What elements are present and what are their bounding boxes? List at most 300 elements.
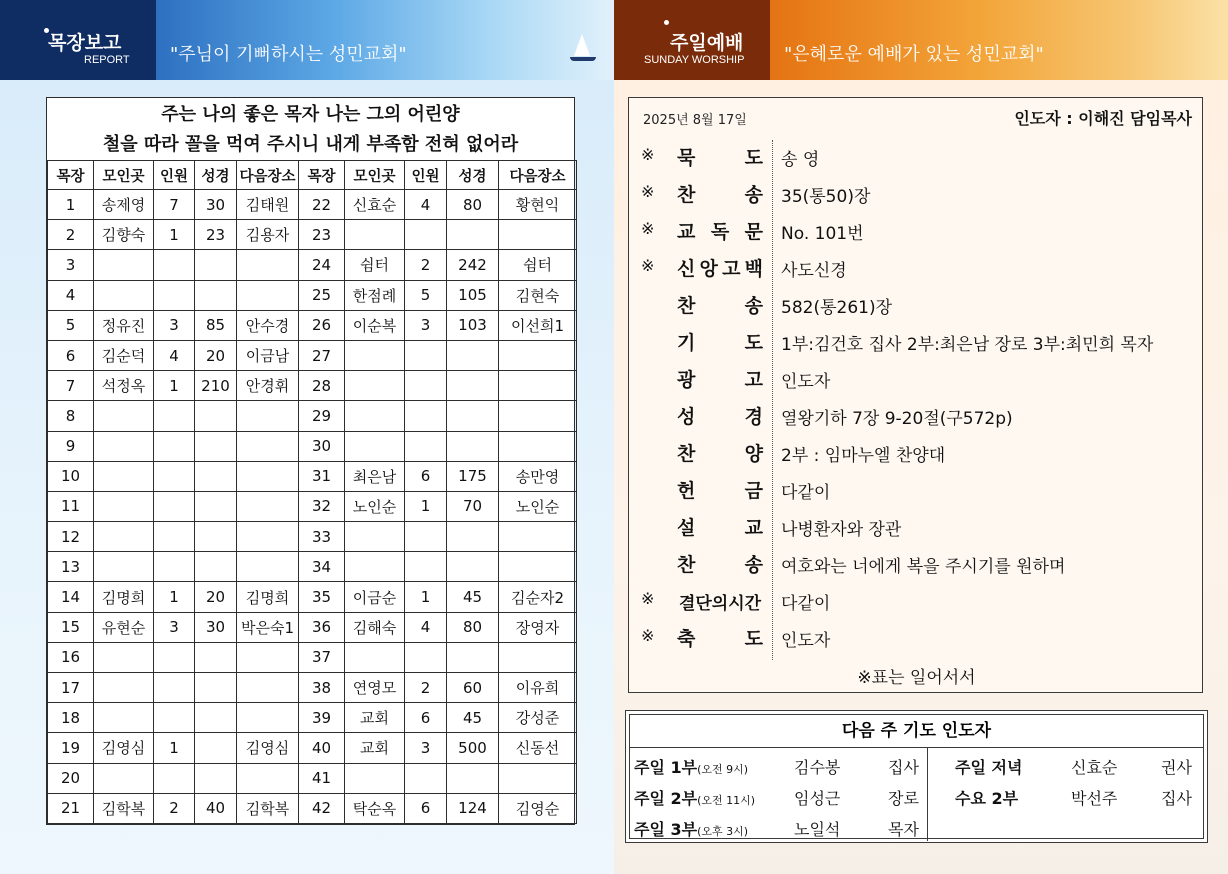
report-title: 목장보고 <box>48 32 122 54</box>
prayer-leaders-inner <box>629 714 1204 839</box>
table-cell: 41 <box>299 763 345 793</box>
order-item <box>629 290 1204 320</box>
table-row <box>48 280 577 310</box>
psalm-line-1: 주는 나의 좋은 목자 나는 그의 어린양 <box>161 104 460 125</box>
table-cell: 4 <box>154 340 195 370</box>
table-cell <box>345 371 405 401</box>
table-cell <box>154 642 195 672</box>
table-cell: 1 <box>154 371 195 401</box>
table-cell <box>237 522 299 552</box>
table-cell <box>154 401 195 431</box>
table-cell <box>94 280 154 310</box>
table-cell <box>447 552 499 582</box>
prayer-service: 주일 저녁 <box>955 758 1023 777</box>
table-cell <box>237 703 299 733</box>
table-cell <box>499 763 577 793</box>
table-cell <box>195 733 237 763</box>
order-label: 결단의시간 <box>678 594 762 614</box>
table-cell: 175 <box>447 461 499 491</box>
prayer-service: 주일 3부(오후 3시) <box>634 820 749 839</box>
table-cell <box>447 642 499 672</box>
table-row <box>48 461 577 491</box>
table-row <box>48 491 577 521</box>
table-cell: 김영순 <box>499 793 577 823</box>
table-cell: 37 <box>299 642 345 672</box>
worship-leader: 인도자 : 이해진 담임목사 <box>1014 109 1192 128</box>
table-cell: 20 <box>195 582 237 612</box>
table-cell: 1 <box>154 733 195 763</box>
table-row <box>48 793 577 823</box>
order-label: 헌 금 <box>677 480 763 502</box>
order-item <box>629 549 1204 579</box>
order-value: 송 영 <box>781 150 820 170</box>
table-cell: 8 <box>48 401 94 431</box>
table-cell: 교회 <box>345 733 405 763</box>
psalm-text <box>47 98 574 160</box>
order-item <box>629 216 1204 246</box>
order-item <box>629 401 1204 431</box>
table-cell: 정유진 <box>94 310 154 340</box>
table-cell: 1 <box>154 582 195 612</box>
table-cell: 4 <box>48 280 94 310</box>
table-cell: 31 <box>299 461 345 491</box>
table-cell <box>345 552 405 582</box>
table-cell: 103 <box>447 310 499 340</box>
table-cell: 쉼터 <box>499 250 577 280</box>
table-cell: 210 <box>195 371 237 401</box>
table-cell: 40 <box>195 793 237 823</box>
worship-order-box <box>628 97 1203 693</box>
prayer-role: 목자 <box>888 820 919 839</box>
table-cell <box>237 673 299 703</box>
table-cell: 7 <box>48 371 94 401</box>
table-cell <box>345 522 405 552</box>
prayer-name: 신효순 <box>1071 758 1118 777</box>
table-cell <box>405 522 447 552</box>
table-cell <box>154 250 195 280</box>
table-cell <box>94 703 154 733</box>
table-cell: 38 <box>299 673 345 703</box>
table-cell: 김태원 <box>237 190 299 220</box>
table-cell <box>447 340 499 370</box>
order-item <box>629 364 1204 394</box>
order-label: 기 도 <box>677 332 763 354</box>
table-row <box>48 582 577 612</box>
table-cell: 3 <box>405 733 447 763</box>
table-cell: 500 <box>447 733 499 763</box>
table-cell <box>94 552 154 582</box>
table-cell <box>94 250 154 280</box>
table-cell: 김해숙 <box>345 612 405 642</box>
table-cell: 21 <box>48 793 94 823</box>
order-value: 다같이 <box>781 483 831 503</box>
table-cell <box>195 491 237 521</box>
order-label: 축 도 <box>677 628 763 650</box>
table-header-cell: 다음장소 <box>237 161 299 190</box>
table-cell: 이선희1 <box>499 310 577 340</box>
report-header <box>0 0 614 80</box>
table-cell: 9 <box>48 431 94 461</box>
table-cell: 27 <box>299 340 345 370</box>
table-row <box>48 642 577 672</box>
order-value: 582(통261)장 <box>781 298 893 318</box>
table-cell: 32 <box>299 491 345 521</box>
table-cell <box>237 401 299 431</box>
table-row <box>48 310 577 340</box>
table-cell: 안경휘 <box>237 371 299 401</box>
table-cell <box>237 461 299 491</box>
table-cell: 105 <box>447 280 499 310</box>
table-cell: 12 <box>48 522 94 552</box>
order-item <box>629 623 1204 653</box>
prayer-role: 장로 <box>888 789 919 808</box>
order-item <box>629 179 1204 209</box>
order-value: 사도신경 <box>781 261 847 281</box>
table-cell <box>447 763 499 793</box>
badge-dot-icon <box>664 20 669 25</box>
table-cell <box>94 431 154 461</box>
table-cell: 45 <box>447 703 499 733</box>
table-cell: 이금남 <box>237 340 299 370</box>
table-cell: 노인순 <box>499 491 577 521</box>
table-cell: 6 <box>405 703 447 733</box>
table-cell <box>237 763 299 793</box>
table-cell <box>195 401 237 431</box>
table-cell: 26 <box>299 310 345 340</box>
table-cell <box>405 552 447 582</box>
order-value: 다같이 <box>781 594 831 614</box>
table-cell <box>447 371 499 401</box>
order-value: 35(통50)장 <box>781 187 871 207</box>
table-cell <box>94 461 154 491</box>
table-cell: 1 <box>405 491 447 521</box>
table-cell <box>405 431 447 461</box>
table-cell <box>345 763 405 793</box>
table-cell <box>94 642 154 672</box>
order-label: 찬 송 <box>677 184 763 206</box>
table-cell: 23 <box>195 220 237 250</box>
table-cell <box>405 401 447 431</box>
table-cell <box>195 461 237 491</box>
table-cell: 124 <box>447 793 499 823</box>
order-value: 인도자 <box>781 631 831 651</box>
table-cell: 70 <box>447 491 499 521</box>
table-cell: 이금순 <box>345 582 405 612</box>
order-item <box>629 253 1204 283</box>
stand-mark: ※ <box>641 182 655 201</box>
table-cell: 강성준 <box>499 703 577 733</box>
sailboat-icon <box>574 34 590 56</box>
table-cell: 송만영 <box>499 461 577 491</box>
order-label: 광 고 <box>677 369 763 391</box>
table-cell: 242 <box>447 250 499 280</box>
table-cell: 30 <box>195 190 237 220</box>
table-cell <box>499 522 577 552</box>
order-label: 교 독 문 <box>677 221 763 243</box>
order-value: No. 101번 <box>781 224 864 244</box>
prayer-title: 다음 주 기도 인도자 <box>630 715 1203 748</box>
table-cell: 3 <box>154 612 195 642</box>
table-cell <box>237 491 299 521</box>
table-row <box>48 552 577 582</box>
stand-mark: ※ <box>641 589 655 608</box>
prayer-name: 김수봉 <box>794 758 841 777</box>
table-cell: 10 <box>48 461 94 491</box>
order-label: 묵 도 <box>677 147 763 169</box>
table-cell: 연영모 <box>345 673 405 703</box>
order-value: 인도자 <box>781 372 831 392</box>
table-cell: 2 <box>405 673 447 703</box>
table-cell: 3 <box>405 310 447 340</box>
table-cell: 3 <box>48 250 94 280</box>
table-cell: 17 <box>48 673 94 703</box>
table-cell <box>237 431 299 461</box>
order-label: 성 경 <box>677 406 763 428</box>
order-item <box>629 586 1204 616</box>
table-cell <box>447 220 499 250</box>
table-cell: 김순자2 <box>499 582 577 612</box>
table-cell: 최은남 <box>345 461 405 491</box>
table-header-cell: 목장 <box>48 161 94 190</box>
table-cell <box>345 401 405 431</box>
table-cell: 김영심 <box>237 733 299 763</box>
table-cell: 80 <box>447 612 499 642</box>
table-cell: 18 <box>48 703 94 733</box>
table-cell <box>345 220 405 250</box>
table-cell: 29 <box>299 401 345 431</box>
table-row <box>48 522 577 552</box>
table-header-cell: 인원 <box>154 161 195 190</box>
table-cell: 장영자 <box>499 612 577 642</box>
order-label: 찬 송 <box>677 295 763 317</box>
table-cell: 22 <box>299 190 345 220</box>
worship-title: 주일예배 <box>670 32 744 54</box>
table-cell: 6 <box>48 340 94 370</box>
table-cell <box>499 642 577 672</box>
table-cell: 40 <box>299 733 345 763</box>
table-cell: 김명희 <box>94 582 154 612</box>
table-header-cell: 모인곳 <box>94 161 154 190</box>
table-cell: 23 <box>299 220 345 250</box>
table-cell: 이유희 <box>499 673 577 703</box>
table-cell <box>499 431 577 461</box>
prayer-role: 권사 <box>1161 758 1192 777</box>
table-row <box>48 371 577 401</box>
table-cell: 1 <box>48 190 94 220</box>
table-cell: 석정옥 <box>94 371 154 401</box>
table-row <box>48 703 577 733</box>
table-cell: 36 <box>299 612 345 642</box>
table-cell: 노인순 <box>345 491 405 521</box>
table-cell <box>94 673 154 703</box>
table-cell <box>499 552 577 582</box>
table-cell: 김영심 <box>94 733 154 763</box>
table-cell: 송제영 <box>94 190 154 220</box>
order-value: 나병환자와 장관 <box>781 520 902 540</box>
table-cell <box>195 673 237 703</box>
table-cell <box>195 703 237 733</box>
table-cell <box>237 280 299 310</box>
table-cell <box>195 522 237 552</box>
table-cell: 교회 <box>345 703 405 733</box>
table-cell: 이순복 <box>345 310 405 340</box>
table-cell <box>154 522 195 552</box>
table-cell: 5 <box>405 280 447 310</box>
order-label: 찬 양 <box>677 443 763 465</box>
order-item <box>629 327 1204 357</box>
table-cell: 60 <box>447 673 499 703</box>
prayer-name: 노일석 <box>794 820 841 839</box>
table-cell <box>154 552 195 582</box>
table-header-row <box>48 161 577 190</box>
table-cell: 35 <box>299 582 345 612</box>
order-item <box>629 475 1204 505</box>
group-report-table <box>47 160 577 824</box>
table-row <box>48 220 577 250</box>
group-report-box <box>46 97 575 825</box>
table-header-cell: 성경 <box>195 161 237 190</box>
table-cell <box>237 642 299 672</box>
table-cell <box>94 763 154 793</box>
table-cell: 80 <box>447 190 499 220</box>
table-row <box>48 401 577 431</box>
table-cell <box>154 461 195 491</box>
prayer-service: 수요 2부 <box>955 789 1019 808</box>
worship-slogan: "은혜로운 예배가 있는 성민교회" <box>784 44 1044 65</box>
table-cell: 7 <box>154 190 195 220</box>
table-cell: 20 <box>195 340 237 370</box>
table-cell: 30 <box>195 612 237 642</box>
table-cell <box>195 431 237 461</box>
table-cell <box>154 491 195 521</box>
table-cell <box>237 552 299 582</box>
table-header-cell: 모인곳 <box>345 161 405 190</box>
table-cell: 25 <box>299 280 345 310</box>
table-header-cell: 인원 <box>405 161 447 190</box>
table-cell <box>154 763 195 793</box>
table-cell: 39 <box>299 703 345 733</box>
prayer-divider <box>927 748 928 841</box>
table-cell: 황현익 <box>499 190 577 220</box>
stand-mark: ※ <box>641 626 655 645</box>
prayer-service: 주일 1부(오전 9시) <box>634 758 749 777</box>
table-row <box>48 612 577 642</box>
table-cell: 4 <box>405 612 447 642</box>
table-cell <box>499 220 577 250</box>
order-value: 여호와는 너에게 복을 주시기를 원하며 <box>781 557 1066 577</box>
prayer-name: 박선주 <box>1071 789 1118 808</box>
table-cell: 탁순옥 <box>345 793 405 823</box>
report-slogan: "주님이 기뻐하시는 성민교회" <box>170 44 407 65</box>
table-cell <box>154 280 195 310</box>
order-label: 설 교 <box>677 517 763 539</box>
psalm-line-2: 철을 따라 꼴을 먹여 주시니 내게 부족함 전혀 없어라 <box>102 134 519 155</box>
table-cell: 33 <box>299 522 345 552</box>
standing-note: ※표는 일어서서 <box>857 668 976 688</box>
worship-subtitle: SUNDAY WORSHIP <box>644 54 745 66</box>
table-cell: 1 <box>405 582 447 612</box>
stand-mark: ※ <box>641 219 655 238</box>
table-cell <box>94 491 154 521</box>
table-cell <box>195 763 237 793</box>
table-cell <box>345 642 405 672</box>
table-cell: 11 <box>48 491 94 521</box>
table-cell: 김명희 <box>237 582 299 612</box>
table-cell <box>405 220 447 250</box>
table-cell <box>195 280 237 310</box>
table-cell <box>345 340 405 370</box>
table-cell <box>447 401 499 431</box>
table-cell <box>195 250 237 280</box>
table-cell: 28 <box>299 371 345 401</box>
table-cell: 김학복 <box>94 793 154 823</box>
prayer-role: 집사 <box>888 758 919 777</box>
table-cell <box>405 763 447 793</box>
table-cell: 5 <box>48 310 94 340</box>
prayer-leaders-box <box>625 710 1208 843</box>
boat-hull-icon <box>570 57 596 61</box>
table-cell: 16 <box>48 642 94 672</box>
table-cell: 85 <box>195 310 237 340</box>
table-cell <box>405 371 447 401</box>
order-label: 찬 송 <box>677 554 763 576</box>
table-row <box>48 431 577 461</box>
table-cell <box>154 431 195 461</box>
stand-mark: ※ <box>641 145 655 164</box>
order-item <box>629 512 1204 542</box>
table-cell <box>405 340 447 370</box>
table-cell: 13 <box>48 552 94 582</box>
table-cell: 2 <box>48 220 94 250</box>
table-cell: 박은숙1 <box>237 612 299 642</box>
order-value: 1부:김건호 집사 2부:최은남 장로 3부:최민희 목자 <box>781 335 1154 355</box>
table-cell: 쉼터 <box>345 250 405 280</box>
table-cell: 신효순 <box>345 190 405 220</box>
worship-badge <box>614 0 770 80</box>
table-cell: 김향숙 <box>94 220 154 250</box>
report-subtitle: REPORT <box>84 54 130 66</box>
table-cell: 1 <box>154 220 195 250</box>
table-cell <box>447 431 499 461</box>
order-value: 열왕기하 7장 9-20절(구572p) <box>781 409 1013 429</box>
table-cell <box>195 642 237 672</box>
order-item <box>629 142 1204 172</box>
report-badge <box>0 0 156 80</box>
table-cell: 45 <box>447 582 499 612</box>
table-cell: 유현순 <box>94 612 154 642</box>
table-cell: 김용자 <box>237 220 299 250</box>
order-value: 2부 : 임마누엘 찬양대 <box>781 446 946 466</box>
table-row <box>48 340 577 370</box>
table-cell <box>499 340 577 370</box>
table-row <box>48 250 577 280</box>
table-cell: 안수경 <box>237 310 299 340</box>
table-cell: 김학복 <box>237 793 299 823</box>
table-cell <box>345 431 405 461</box>
table-cell <box>94 401 154 431</box>
order-label: 신 앙 고 백 <box>677 258 763 280</box>
order-item <box>629 438 1204 468</box>
table-header-cell: 다음장소 <box>499 161 577 190</box>
table-row <box>48 673 577 703</box>
worship-date: 2025년 8월 17일 <box>643 113 747 128</box>
table-row <box>48 763 577 793</box>
table-cell: 19 <box>48 733 94 763</box>
table-cell: 15 <box>48 612 94 642</box>
table-cell: 14 <box>48 582 94 612</box>
table-cell: 3 <box>154 310 195 340</box>
prayer-service: 주일 2부(오전 11시) <box>634 789 756 808</box>
